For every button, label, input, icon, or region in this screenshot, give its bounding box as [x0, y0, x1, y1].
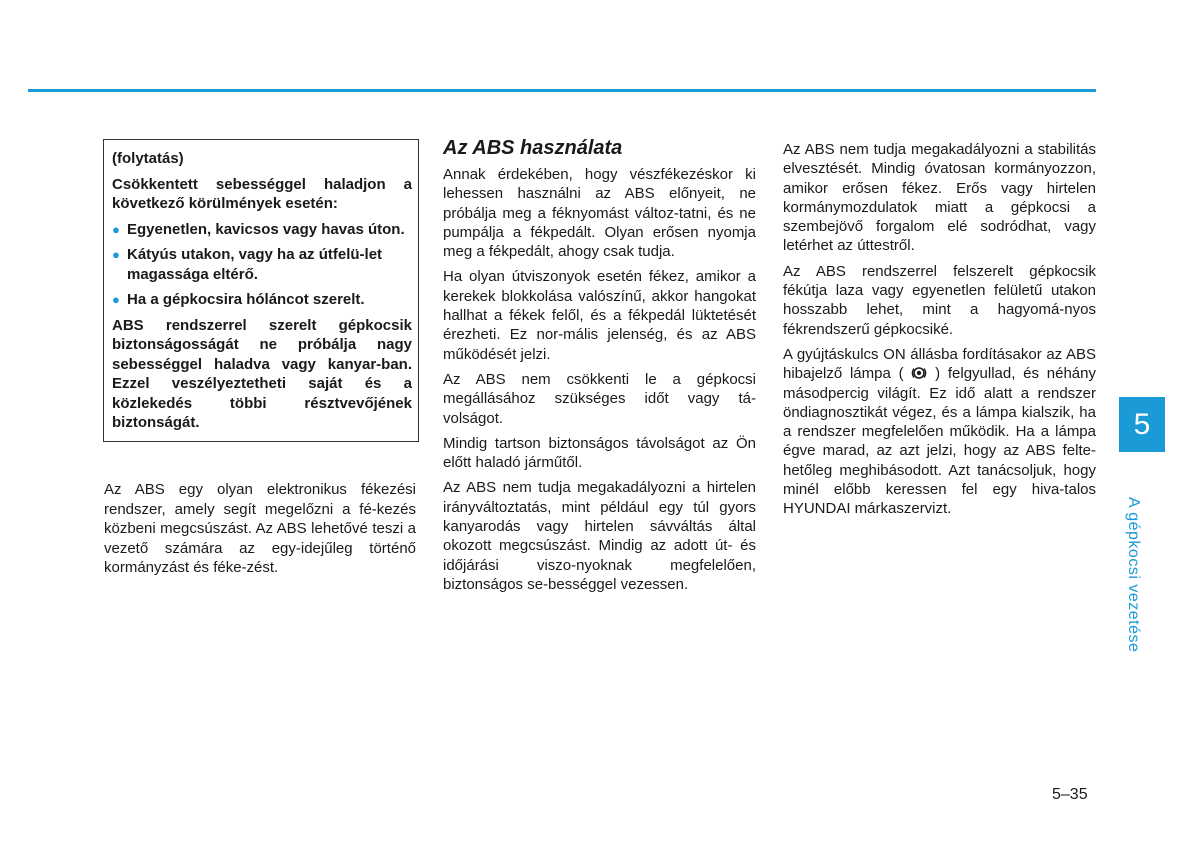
page-number: 5–35 — [1052, 786, 1088, 803]
caution-continued: (folytatás) — [112, 150, 184, 167]
body-paragraph: Az ABS nem csökkenti le a gépkocsi megállásához szükséges időt vagy tá-volságot. — [443, 370, 756, 427]
body-paragraph: Az ABS rendszerrel felszerelt gépkocsik fékútja laza vagy egyenetlen felületű utakon hosszabb lehet, mint a hagyomá-nyos fékrendszerű gépkocsiké. — [783, 262, 1096, 338]
caution-box — [103, 139, 419, 442]
body-paragraph: Mindig tartson biztonságos távolságot az Ön előtt haladó járműtől. — [443, 434, 756, 472]
body-paragraph: Annak érdekében, hogy vészfékezéskor ki lehessen használni az ABS előnyeit, ne próbálja meg a féknyomást változ-tatni, és ne pumpálja a fékpedált. Olyan erősen nyomja meg a fékpedált, ahogy csak tudja. — [443, 166, 756, 261]
section-heading: Az ABS használata — [443, 137, 623, 159]
caution-bullet: ● Ha a gépkocsira hóláncot szerelt. — [112, 291, 365, 308]
lamp-paragraph: A gyújtáskulcs ON állásba fordításakor az ABS hibajelző lámpa ( ) felgyullad, és néhány másodpercig világít. Ez idő alatt a rendszer öndiagnosztikát végez, és a lámpa kialszik, ha a rendszer megfelelően működik. Ha a lámpa égve marad, az azt jelzi, hogy az ABS felte-hetőleg meghibásodott. Azt tanácsoljuk, hogy minél előbb keressen fel egy hiva-talos HYUNDAI márkaszervizt. — [783, 345, 1096, 518]
abs-warning-lamp-icon — [911, 365, 927, 381]
column-3 — [783, 140, 1096, 525]
column-2 — [443, 135, 756, 600]
header-rule — [28, 89, 1096, 92]
chapter-title: A gépkocsi vezetése — [1125, 497, 1142, 653]
caution-bullet: ● Kátyús utakon, vagy ha az útfelü-let magassága eltérő. — [112, 246, 383, 283]
bullet-icon: ● — [112, 292, 120, 307]
bullet-icon: ● — [112, 247, 120, 262]
body-paragraph: Az ABS nem tudja megakadályozni a stabilitás elvesztését. Mindig óvatosan kormányozzon, amikor erősen fékez. Erős vagy hirtelen kormánymozdulatok miatt a gépkocsi a szembejövő forgalom elé sodródhat, vagy letérhet az úttestről. — [783, 141, 1096, 255]
bullet-icon: ● — [112, 221, 120, 237]
abs-intro-paragraph: Az ABS egy olyan elektronikus fékezési rendszer, amely segít megelőzni a fé-kezés közbeni megcsúszást. Az ABS lehetővé teszi a vezető számára az egy-idejűleg történő kormányzást és féke-zést. — [104, 481, 416, 576]
chapter-number-tab: 5 — [1119, 397, 1165, 452]
caution-intro: Csökkentett sebességgel haladjon a következő körülmények esetén: — [112, 175, 412, 212]
caution-bullet: ● Egyenetlen, kavicsos vagy havas úton. — [112, 220, 405, 238]
caution-closing: ABS rendszerrel szerelt gépkocsik biztonságosságát ne próbálja nagy sebességgel haladva vagy kanyar-ban. Ezzel veszélyeztetheti saját és a közlekedés többi résztvevőjének biztonságát. — [112, 316, 412, 431]
body-paragraph: Az ABS nem tudja megakadályozni a hirtelen irányváltoztatás, mint például egy túl gyors kanyarodás vagy hirtelen sávváltás által okozott megcsúszást. Mindig az adott út- és időjárási viszo-nyoknak megfelelően, biztonságos se-bességgel vezessen. — [443, 479, 756, 593]
body-paragraph: Ha olyan útviszonyok esetén fékez, amikor a kerekek blokkolása valószínű, akkor hangokat hallhat a fékek felől, és a fékpedál lüktetését érezheti. Ez nor-mális jelenség, és az ABS működését jelzi. — [443, 268, 756, 363]
